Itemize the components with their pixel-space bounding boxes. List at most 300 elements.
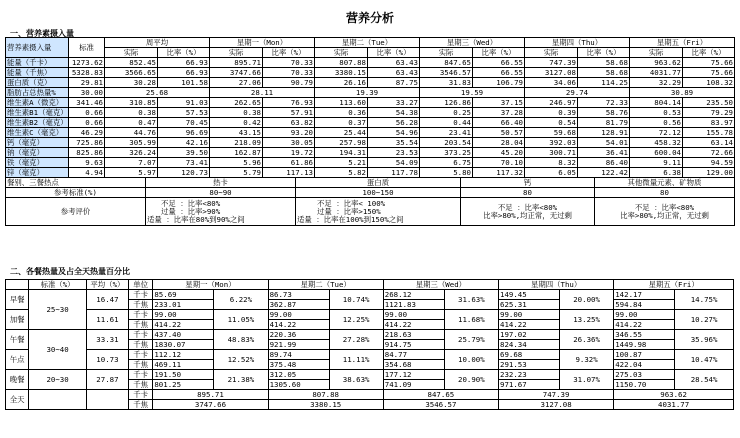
nutrient-actual: 600.04 — [630, 148, 683, 158]
meal-kcal: 312.05 — [268, 370, 329, 380]
unit-kcal: 千卡 — [128, 290, 152, 300]
nutrient-actual: 392.03 — [525, 138, 578, 148]
nutrient-standard: 341.46 — [69, 98, 105, 108]
header-day: 星期四（Thu） — [525, 38, 630, 48]
meal-kcal: 99.00 — [268, 310, 329, 320]
nutrient-ratio: 36.41 — [578, 148, 630, 158]
nutrient-ratio: 117.32 — [473, 168, 525, 178]
nutrient-name: 锌（毫克） — [6, 168, 69, 178]
nutrient-ratio: 66.55 — [473, 58, 525, 68]
ref-header-row — [6, 178, 735, 188]
subheader-ratio: 比率（%） — [368, 48, 420, 58]
nutrient-actual: 19.39 — [315, 88, 420, 98]
nutrient-ratio: 37.28 — [473, 108, 525, 118]
nutrient-ratio: 76.93 — [263, 98, 315, 108]
nutrient-actual: 32.29 — [630, 78, 683, 88]
meal-kj: 414.22 — [153, 320, 214, 330]
total-kcal: 895.71 — [153, 390, 268, 400]
nutrient-actual: 25.44 — [315, 128, 368, 138]
nutrient-actual: 804.14 — [630, 98, 683, 108]
nutrient-name: 维生素C（毫克） — [6, 128, 69, 138]
meal-average: 11.61 — [86, 310, 128, 330]
unit-kj: 千焦 — [128, 380, 152, 390]
meal-kcal: 275.03 — [614, 370, 675, 380]
nutrient-actual: 6.75 — [420, 158, 473, 168]
nutrient-actual: 326.24 — [105, 148, 158, 158]
nutrient-ratio: 117.13 — [263, 168, 315, 178]
eval-line: 不足 ：比率<80% — [497, 202, 558, 212]
nutrient-name: 维生素B1（毫克） — [7, 108, 68, 117]
meal-percent: 31.63% — [444, 290, 498, 310]
nutrient-row — [6, 78, 735, 88]
header-standard: 标准（%） — [29, 280, 87, 290]
meal-row-kcal — [6, 350, 734, 360]
nutrient-actual: 126.86 — [420, 98, 473, 108]
nutrient-actual: 30.28 — [105, 78, 158, 88]
nutrient-ratio: 90.79 — [263, 78, 315, 88]
ref-standard-value: 80 — [461, 188, 595, 198]
meal-name: 早餐 — [6, 290, 29, 310]
nutrient-actual: 26.16 — [315, 78, 368, 88]
nutrient-standard: 0.66 — [69, 118, 105, 128]
eval-line: 过量 ：比率>150% — [317, 206, 381, 216]
nutrient-actual: 19.59 — [420, 88, 525, 98]
nutrient-ratio: 63.43 — [368, 58, 420, 68]
nutrient-actual: 5.21 — [315, 158, 368, 168]
unit-kcal: 千卡 — [128, 370, 152, 380]
nutrient-actual: 4031.77 — [630, 68, 683, 78]
nutrient-actual: 5.96 — [210, 158, 263, 168]
meal-percent: 13.25% — [559, 310, 613, 330]
unit-kj: 千焦 — [128, 400, 152, 410]
meal-name: 晚餐 — [6, 370, 29, 390]
nutrient-standard: 4.94 — [69, 168, 105, 178]
unit-kj: 千焦 — [128, 340, 152, 350]
nutrient-standard: 825.86 — [69, 148, 105, 158]
nutrient-ratio: 54.09 — [368, 158, 420, 168]
nutrient-ratio: 19.72 — [263, 148, 315, 158]
nutrient-ratio: 54.38 — [368, 108, 420, 118]
total-kj: 4031.77 — [614, 400, 734, 410]
total-kcal: 963.62 — [614, 390, 734, 400]
meal-kcal: 89.74 — [268, 350, 329, 360]
nutrient-actual: 305.99 — [105, 138, 158, 148]
nutrient-ratio: 96.69 — [158, 128, 210, 138]
nutrient-actual: 847.65 — [420, 58, 473, 68]
meal-percent: 25.79% — [444, 330, 498, 350]
unit-kcal: 千卡 — [128, 390, 152, 400]
total-kcal: 747.39 — [499, 390, 614, 400]
ref-standard-value: 100~150 — [296, 188, 461, 198]
meal-percent: 10.00% — [444, 350, 498, 370]
meal-kj: 1830.07 — [153, 340, 214, 350]
nutrient-actual: 310.85 — [105, 98, 158, 108]
nutrient-ratio: 50.57 — [473, 128, 525, 138]
header-day: 星期三（Wed） — [420, 38, 525, 48]
nutrient-actual: 203.54 — [420, 138, 473, 148]
total-kj: 3747.66 — [153, 400, 268, 410]
nutrient-standard: 46.29 — [69, 128, 105, 138]
meal-percent: 20.00% — [559, 290, 613, 310]
meal-kcal: 99.00 — [383, 310, 444, 320]
nutrient-actual: 5.97 — [105, 168, 158, 178]
meal-kj: 921.99 — [268, 340, 329, 350]
nutrient-row — [6, 68, 735, 78]
meal-kj: 914.75 — [383, 340, 444, 350]
nutrient-actual: 3566.65 — [105, 68, 158, 78]
total-kcal: 807.88 — [268, 390, 383, 400]
nutrient-ratio: 61.86 — [263, 158, 315, 168]
total-blank — [29, 390, 87, 410]
meal-name: 午点 — [6, 350, 29, 370]
nutrient-ratio: 108.32 — [683, 78, 735, 88]
meal-percent: 6.22% — [214, 290, 268, 310]
nutrient-ratio: 37.15 — [473, 98, 525, 108]
nutrient-ratio: 81.79 — [578, 118, 630, 128]
meal-average: 10.73 — [86, 350, 128, 370]
ref-eval-calcium — [461, 198, 595, 226]
nutrient-name: 能量（千焦） — [6, 68, 69, 78]
nutrient-actual: 3127.08 — [525, 68, 578, 78]
nutrient-ratio: 101.58 — [158, 78, 210, 88]
meal-percent: 14.75% — [675, 290, 734, 310]
meal-kcal: 100.87 — [614, 350, 675, 360]
ref-header-type: 餐别、三餐热点 — [6, 178, 146, 188]
meal-kj: 801.25 — [153, 380, 214, 390]
nutrient-ratio: 28.04 — [473, 138, 525, 148]
nutrient-ratio: 63.14 — [683, 138, 735, 148]
nutrient-actual: 0.47 — [105, 118, 158, 128]
eval-line: 适量 ：比率在80%到90%之间 — [147, 214, 245, 224]
nutrient-actual: 218.09 — [210, 138, 263, 148]
nutrient-actual: 747.39 — [525, 58, 578, 68]
meal-kj: 354.68 — [383, 360, 444, 370]
meal-kcal: 84.77 — [383, 350, 444, 360]
meal-percent: 12.25% — [329, 310, 383, 330]
nutrient-ratio: 54.96 — [368, 128, 420, 138]
subheader-actual: 实际 — [630, 48, 683, 58]
nutrient-ratio: 63.82 — [263, 118, 315, 128]
header-nutrient: 营养素摄入量 — [6, 38, 69, 58]
header-day: 星期五（Fri） — [630, 38, 735, 48]
meal-percent: 31.07% — [559, 370, 613, 390]
meal-name: 午餐 — [6, 330, 29, 350]
header-day: 星期五（Fri） — [614, 280, 734, 290]
nutrient-actual: 31.83 — [420, 78, 473, 88]
nutrient-standard: 29.81 — [69, 78, 105, 88]
nutrient-ratio: 235.50 — [683, 98, 735, 108]
header-day: 星期二（Tue） — [315, 38, 420, 48]
nutrient-actual: 5.79 — [210, 168, 263, 178]
meal-kj: 625.31 — [499, 300, 560, 310]
meal-kcal: 268.12 — [383, 290, 444, 300]
nutrient-actual: 807.88 — [315, 58, 368, 68]
meal-kj: 1305.60 — [268, 380, 329, 390]
nutrient-actual: 257.98 — [315, 138, 368, 148]
nutrient-ratio: 75.66 — [683, 58, 735, 68]
meal-standard: 30~40 — [29, 330, 87, 370]
meal-average: 33.31 — [86, 330, 128, 350]
meal-kcal: 177.12 — [383, 370, 444, 380]
nutrient-ratio: 39.50 — [158, 148, 210, 158]
nutrient-standard: 5328.83 — [69, 68, 105, 78]
nutrient-ratio: 45.20 — [473, 148, 525, 158]
nutrient-actual: 34.06 — [525, 78, 578, 88]
nutrient-actual: 3380.15 — [315, 68, 368, 78]
nutrient-standard: 1273.62 — [69, 58, 105, 68]
nutrient-row — [6, 98, 735, 108]
ref-eval-protein — [296, 198, 461, 226]
header-day: 星期二（Tue） — [268, 280, 383, 290]
section-meal-energy-title: 二、各餐热量及占全天热量百分比 — [10, 267, 130, 276]
nutrient-standard: 9.63 — [69, 158, 105, 168]
nutrient-ratio: 94.59 — [683, 158, 735, 168]
meal-kcal: 197.02 — [499, 330, 560, 340]
meal-kcal: 218.63 — [383, 330, 444, 340]
nutrient-ratio: 93.20 — [263, 128, 315, 138]
nutrient-ratio: 66.40 — [473, 118, 525, 128]
nutrient-actual: 458.32 — [630, 138, 683, 148]
nutrient-actual: 30.89 — [630, 88, 735, 98]
meal-kcal: 346.55 — [614, 330, 675, 340]
ref-standard-value: 80 — [595, 188, 735, 198]
nutrient-ratio: 120.73 — [158, 168, 210, 178]
nutrient-intake-table — [5, 37, 735, 178]
nutrient-actual: 0.53 — [630, 108, 683, 118]
nutrient-actual: 27.06 — [210, 78, 263, 88]
nutrient-ratio: 66.93 — [158, 68, 210, 78]
ref-header-calcium: 钙 — [461, 178, 595, 188]
meal-percent: 10.74% — [329, 290, 383, 310]
meal-kcal: 112.12 — [153, 350, 214, 360]
ref-eval-row — [6, 198, 735, 226]
meal-kj: 594.84 — [614, 300, 675, 310]
eval-line: 不足 ：比率<80% — [161, 198, 221, 208]
nutrient-row — [6, 168, 735, 178]
total-kj: 3127.08 — [499, 400, 614, 410]
unit-kcal: 千卡 — [128, 310, 152, 320]
total-kj: 3546.57 — [383, 400, 498, 410]
unit-kj: 千焦 — [128, 360, 152, 370]
meal-percent: 21.38% — [214, 370, 268, 390]
nutrient-ratio: 63.43 — [368, 68, 420, 78]
meal-percent: 20.90% — [444, 370, 498, 390]
eval-line: 比率>80%,均正常，无过剩 — [483, 210, 572, 220]
meal-kcal: 69.68 — [499, 350, 560, 360]
eval-line: 比率>80%,均正常，无过剩 — [620, 210, 709, 220]
nutrient-ratio: 155.78 — [683, 128, 735, 138]
meal-percent: 28.54% — [675, 370, 734, 390]
nutrient-actual: 29.74 — [525, 88, 630, 98]
nutrient-actual: 5.82 — [315, 168, 368, 178]
ref-header-protein: 蛋白质 — [296, 178, 461, 188]
nutrient-ratio: 70.45 — [158, 118, 210, 128]
nutrient-ratio: 73.41 — [158, 158, 210, 168]
nutrient-row — [6, 58, 735, 68]
meal-percent: 12.52% — [214, 350, 268, 370]
unit-kj: 千焦 — [128, 320, 152, 330]
meal-kcal: 99.00 — [614, 310, 675, 320]
nutrient-ratio: 72.66 — [683, 148, 735, 158]
nutrient-actual: 0.39 — [525, 108, 578, 118]
header-unit: 单位 — [128, 280, 152, 290]
meal-kj: 1449.98 — [614, 340, 675, 350]
nutrient-actual: 0.42 — [210, 118, 263, 128]
nutrient-ratio: 42.16 — [158, 138, 210, 148]
meal-kj: 1150.70 — [614, 380, 675, 390]
nutrient-ratio: 75.66 — [683, 68, 735, 78]
nutrient-row — [6, 158, 735, 168]
nutrient-row — [6, 88, 735, 98]
nutrient-ratio: 129.00 — [683, 168, 735, 178]
nutrient-row — [6, 128, 735, 138]
nutrient-actual: 3546.57 — [420, 68, 473, 78]
ref-standard-row — [6, 188, 735, 198]
ref-header-minerals: 其他微量元素、矿物质 — [595, 178, 735, 188]
nutrient-ratio: 122.42 — [578, 168, 630, 178]
subheader-actual: 实际 — [315, 48, 368, 58]
nutrient-actual: 6.38 — [630, 168, 683, 178]
nutrient-ratio: 66.55 — [473, 68, 525, 78]
ref-eval-kcal — [146, 198, 296, 226]
nutrient-actual: 59.68 — [525, 128, 578, 138]
nutrient-row — [6, 148, 735, 158]
nutrient-actual: 262.65 — [210, 98, 263, 108]
subheader-ratio: 比率（%） — [473, 48, 525, 58]
page-title: 营养分析 — [345, 11, 394, 25]
nutrient-name: 脂肪占总热量% — [6, 88, 69, 98]
meal-percent: 11.11% — [329, 350, 383, 370]
meal-percent: 11.68% — [444, 310, 498, 330]
header-average: 平均（%） — [86, 280, 128, 290]
nutrient-actual: 0.37 — [315, 118, 368, 128]
meal-kcal: 99.00 — [153, 310, 214, 320]
meal-kj: 414.22 — [499, 320, 560, 330]
meal-percent: 10.27% — [675, 310, 734, 330]
meal-percent: 38.63% — [329, 370, 383, 390]
meal-percent: 11.05% — [214, 310, 268, 330]
nutrient-ratio: 91.03 — [158, 98, 210, 108]
meal-kcal: 220.36 — [268, 330, 329, 340]
nutrient-actual: 5.80 — [420, 168, 473, 178]
nutrient-actual: 44.76 — [105, 128, 158, 138]
section-nutrient-intake-title: 一、营养素摄入量 — [10, 29, 74, 38]
subheader-ratio: 比率（%） — [158, 48, 210, 58]
meal-header-row — [6, 280, 734, 290]
eval-line: 过量 ：比率>90% — [161, 206, 221, 216]
nutrient-ratio: 56.28 — [368, 118, 420, 128]
nutrient-actual: 23.41 — [420, 128, 473, 138]
meal-name: 加餐 — [6, 310, 29, 330]
nutrient-name: 钙（毫克） — [6, 138, 69, 148]
nutrient-name: 铁（毫克） — [6, 158, 69, 168]
nutrient-actual: 246.97 — [525, 98, 578, 108]
nutrient-ratio: 72.33 — [578, 98, 630, 108]
subheader-ratio: 比率（%） — [578, 48, 630, 58]
nutrient-ratio: 33.27 — [368, 98, 420, 108]
header-row — [6, 38, 735, 48]
meal-kj: 422.04 — [614, 360, 675, 370]
reference-standard-table — [5, 177, 735, 226]
ref-eval-label: 参考评价 — [6, 198, 146, 226]
nutrient-name: 维生素B2（毫克） — [7, 118, 68, 127]
unit-kcal: 千卡 — [128, 350, 152, 360]
nutrient-ratio: 58.76 — [578, 108, 630, 118]
meal-row-kcal — [6, 290, 734, 300]
meal-kcal: 191.50 — [153, 370, 214, 380]
nutrient-actual: 0.36 — [315, 108, 368, 118]
subheader-actual: 实际 — [420, 48, 473, 58]
nutrient-ratio: 70.33 — [263, 58, 315, 68]
nutrient-name: 能量（千卡） — [6, 58, 69, 68]
header-day: 周平均 — [105, 38, 210, 48]
nutrient-actual: 3747.66 — [210, 68, 263, 78]
nutrient-actual: 0.25 — [420, 108, 473, 118]
total-label: 全天 — [6, 390, 29, 410]
nutrient-actual: 7.07 — [105, 158, 158, 168]
nutrient-actual: 0.56 — [630, 118, 683, 128]
subheader-actual: 实际 — [210, 48, 263, 58]
nutrient-ratio: 106.79 — [473, 78, 525, 88]
nutrient-ratio: 23.53 — [368, 148, 420, 158]
nutrient-name: 钠（毫克） — [6, 148, 69, 158]
nutrient-actual: 852.45 — [105, 58, 158, 68]
ref-eval-minerals — [595, 198, 735, 226]
nutrient-ratio: 30.05 — [263, 138, 315, 148]
nutrient-row — [6, 108, 735, 118]
nutrient-actual: 72.12 — [630, 128, 683, 138]
header-day: 星期三（Wed） — [383, 280, 498, 290]
meal-kj: 741.09 — [383, 380, 444, 390]
meal-kj: 971.67 — [499, 380, 560, 390]
nutrient-ratio: 117.78 — [368, 168, 420, 178]
nutrient-actual: 0.54 — [525, 118, 578, 128]
nutrient-actual: 194.31 — [315, 148, 368, 158]
nutrient-actual: 895.71 — [210, 58, 263, 68]
nutrient-ratio: 87.75 — [368, 78, 420, 88]
eval-line: 不足 ：比率<80% — [634, 202, 695, 212]
nutrient-row — [6, 118, 735, 128]
nutrient-actual: 25.68 — [105, 88, 210, 98]
meal-average: 27.87 — [86, 370, 128, 390]
total-row-kcal — [6, 390, 734, 400]
nutrient-ratio: 57.91 — [263, 108, 315, 118]
subheader-actual: 实际 — [105, 48, 158, 58]
nutrient-ratio: 58.68 — [578, 68, 630, 78]
header-day: 星期一（Mon） — [210, 38, 315, 48]
header-day: 星期四（Thu） — [499, 280, 614, 290]
meal-kj: 414.22 — [614, 320, 675, 330]
meal-percent: 48.83% — [214, 330, 268, 350]
header-standard: 标准 — [69, 38, 105, 58]
nutrient-standard: 725.86 — [69, 138, 105, 148]
meal-energy-table — [5, 279, 734, 410]
ref-standard-value: 80~90 — [146, 188, 296, 198]
nutrient-ratio: 114.25 — [578, 78, 630, 88]
meal-average: 16.47 — [86, 290, 128, 310]
ref-standard-label: 参考标准(%) — [6, 188, 146, 198]
nutrient-actual: 9.11 — [630, 158, 683, 168]
subheader-ratio: 比率（%） — [683, 48, 735, 58]
subheader-row — [6, 48, 735, 58]
meal-kj: 824.34 — [499, 340, 560, 350]
nutrient-ratio: 128.91 — [578, 128, 630, 138]
unit-kj: 千焦 — [128, 300, 152, 310]
nutrient-ratio: 70.10 — [473, 158, 525, 168]
nutrient-ratio: 57.53 — [158, 108, 210, 118]
ref-header-kcal: 热卡 — [146, 178, 296, 188]
nutrient-ratio: 83.97 — [683, 118, 735, 128]
